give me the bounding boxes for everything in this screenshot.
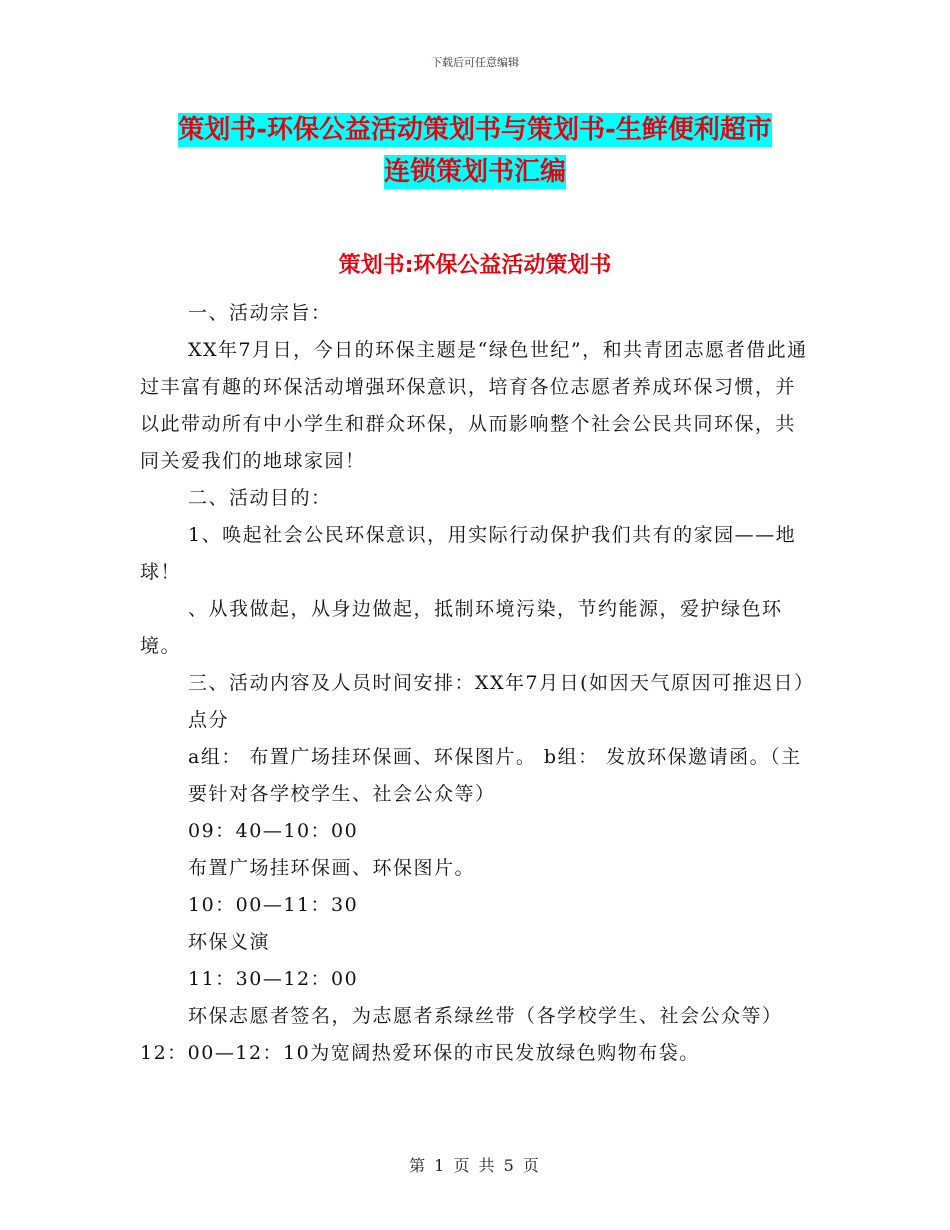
schedule-signing: 环保志愿者签名，为志愿者系绿丝带（各学校学生、社会公众等） 12：00—12：10为宽阔热爱环保的市民发放绿色购物布袋。 <box>140 1005 783 1064</box>
document-title-line-2 <box>0 156 950 188</box>
schedule-groups: a组： 布置广场挂环保画、环保图片。 b组： 发放环保邀请函。（主要针对各学校学生、社会公众等） <box>188 746 802 805</box>
document-title-line-1 <box>0 114 950 146</box>
schedule-line: 布置广场挂环保画、环保图片。 <box>188 857 476 879</box>
heading-purpose: 一、活动宗旨： <box>188 302 332 324</box>
schedule-line: 点分 <box>188 709 230 731</box>
document-body <box>140 295 815 1072</box>
heading-goal: 二、活动目的： <box>188 487 332 509</box>
paragraph-purpose: XX年7月日，今日的环保主题是“绿色世纪”，和共青团志愿者借此通过丰富有趣的环保活动增强环保意识，培育各位志愿者养成环保习惯，并以此带动所有中小学生和群众环保，从而影响整个社会公民共同环保，共同关爱我们的地球家园！ <box>140 339 808 472</box>
schedule-time: 10：00—11：30 <box>188 894 359 916</box>
heading-schedule: 三、活动内容及人员时间安排：XX年7月日(如因天气原因可推迟日） <box>188 672 815 694</box>
paragraph-goal-2: 、从我做起，从身边做起，抵制环境污染，节约能源，爱护绿色环境。 <box>140 598 783 657</box>
paragraph-goal-1: 1、唤起社会公民环保意识，用实际行动保护我们共有的家园——地球！ <box>140 524 797 583</box>
title-highlight: 连锁策划书汇编 <box>383 157 566 187</box>
section-title: 策划书:环保公益活动策划书 <box>338 253 612 278</box>
title-highlight: 策划书-环保公益活动策划书与策划书-生鲜便利超市 <box>178 115 772 145</box>
header-note: 下载后可任意编辑 <box>431 56 519 69</box>
schedule-line: 环保义演 <box>188 931 271 953</box>
page-indicator: 第 1 页 共 5 页 <box>409 1156 541 1175</box>
schedule-time: 09：40—10：00 <box>188 820 359 842</box>
schedule-time: 11：30—12：00 <box>188 968 359 990</box>
